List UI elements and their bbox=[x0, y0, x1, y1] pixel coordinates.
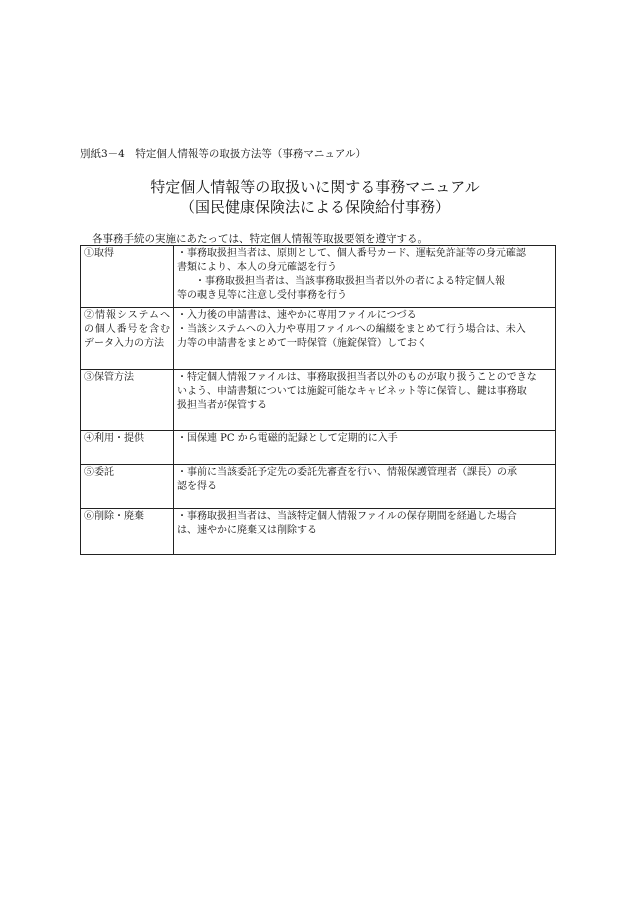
table-row bbox=[81, 308, 556, 370]
description-line: ・事務取扱担当者は、原則として、個人番号カード、運転免許証等の身元確認 bbox=[177, 248, 526, 259]
description-line: 認を得る bbox=[177, 481, 217, 492]
item-cell bbox=[81, 308, 174, 370]
description-cell bbox=[174, 509, 556, 555]
description-line: 扱担当者が保管する bbox=[177, 400, 267, 411]
description-line: ・特定個人情報ファイルは、事務取扱担当者以外のものが取り扱うことのできな bbox=[177, 372, 537, 383]
description-cell bbox=[174, 308, 556, 370]
title-line-1: 特定個人情報等の取扱いに関する事務マニュアル bbox=[150, 178, 480, 196]
intro-text: 各事務手続の実施にあたっては、特定個人情報等取扱要領を遵守する。 bbox=[92, 233, 428, 245]
item-cell bbox=[81, 509, 174, 555]
description-line: 書類により、本人の身元確認を行う bbox=[177, 262, 337, 273]
description-line: ・国保連 PC から電磁的記録として定期的に入手 bbox=[177, 433, 398, 444]
item-label: ③保管方法 bbox=[84, 372, 134, 383]
item-label: ⑥削除・廃棄 bbox=[84, 511, 144, 522]
title-line-2: （国民健康保険法による保険給付事務） bbox=[179, 198, 450, 216]
item-label: ⑤委託 bbox=[84, 467, 114, 478]
item-cell bbox=[81, 431, 174, 465]
table-row bbox=[81, 431, 556, 465]
item-cell bbox=[81, 465, 174, 509]
description-line: ・事前に当該委託予定先の委託先審査を行い、情報保護管理者（課長）の承 bbox=[177, 467, 517, 478]
item-label: ①取得 bbox=[84, 248, 114, 259]
description-line: は、速やかに廃棄又は削除する bbox=[177, 525, 317, 536]
item-label: ④利用・提供 bbox=[84, 433, 144, 444]
description-line: ・事務取扱担当者は、当該特定個人情報ファイルの保存期間を経過した場合 bbox=[177, 511, 517, 522]
description-cell bbox=[174, 246, 556, 308]
description-line: ・当該システムへの入力や専用ファイルへの編綴をまとめて行う場合は、未入 bbox=[177, 324, 526, 335]
item-label: ②情報システムへの個人番号を含むデータ入力の方法 bbox=[84, 310, 170, 349]
table-row bbox=[81, 465, 556, 509]
table-row bbox=[81, 370, 556, 431]
description-line: 力等の申請書をまとめて一時保管（施錠保管）しておく bbox=[177, 338, 427, 349]
table-row bbox=[81, 509, 556, 555]
document-title bbox=[0, 177, 630, 217]
annex-label: 別紙3－4 特定個人情報等の取扱方法等（事務マニュアル） bbox=[80, 148, 366, 160]
description-line: 等の覗き見等に注意し受付事務を行う bbox=[177, 290, 347, 301]
description-line: ・入力後の申請書は、速やかに専用ファイルにつづる bbox=[177, 310, 417, 321]
item-cell bbox=[81, 370, 174, 431]
description-cell bbox=[174, 431, 556, 465]
description-cell bbox=[174, 370, 556, 431]
description-cell bbox=[174, 465, 556, 509]
description-line: いよう、申請書類については施錠可能なキャビネット等に保管し、鍵は事務取 bbox=[177, 386, 527, 397]
procedure-table bbox=[80, 245, 556, 555]
item-cell bbox=[81, 246, 174, 308]
description-line: ・事務取扱担当者は、当該事務取扱担当者以外の者による特定個人報 bbox=[195, 276, 505, 287]
table-row bbox=[81, 246, 556, 308]
